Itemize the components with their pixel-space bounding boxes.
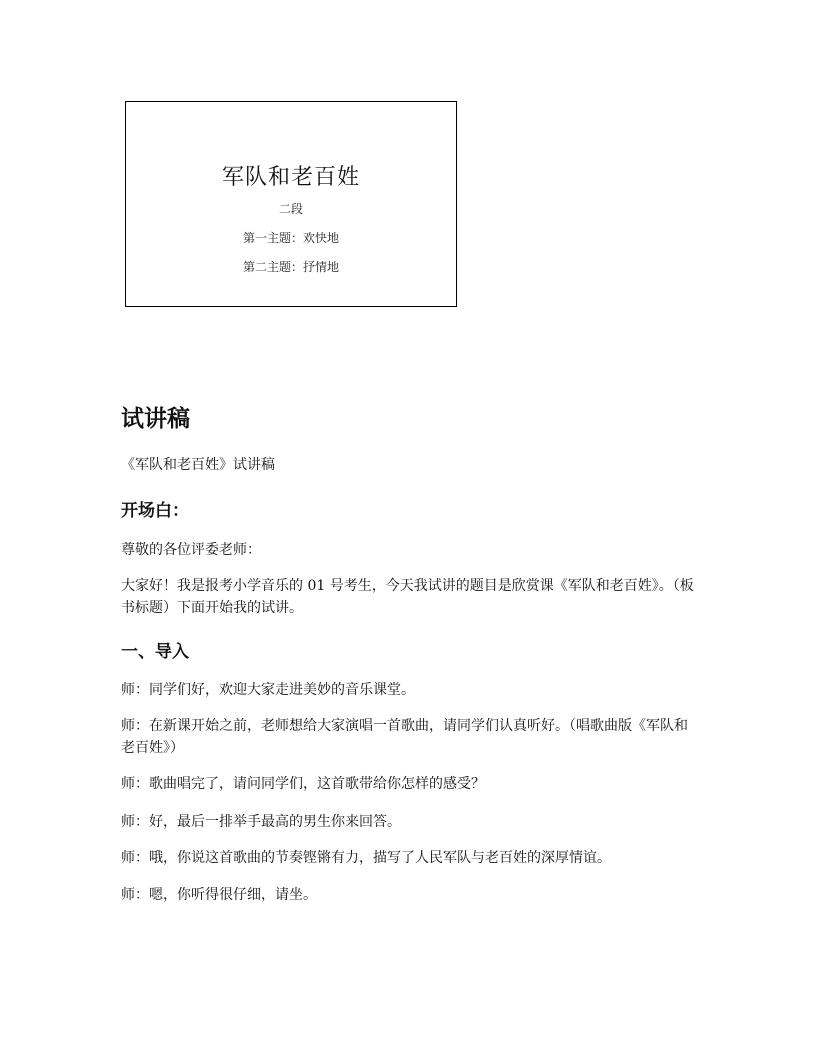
board-title: 军队和老百姓 xyxy=(221,165,360,190)
dialogue-paragraph-3: 师：歌曲唱完了，请问同学们，这首歌带给你怎样的感受？ xyxy=(121,776,485,792)
greeting-paragraph: 尊敬的各位评委老师： xyxy=(121,542,261,558)
section-1-heading: 一、导入 xyxy=(121,642,189,662)
board-theme-2: 第二主题：抒情地 xyxy=(242,260,339,274)
board-form-label: 二段 xyxy=(278,202,303,216)
document-subtitle: 《军队和老百姓》试讲稿 xyxy=(121,457,275,473)
intro-paragraph: 大家好！我是报考小学音乐的 01 号考生，今天我试讲的题目是欣赏课《军队和老百姓》。（板书标题）下面开始我的试讲。 xyxy=(121,578,694,616)
dialogue-paragraph-6: 师：嗯，你听得很仔细，请坐。 xyxy=(121,887,317,903)
dialogue-paragraph-5: 师：哦，你说这首歌曲的节奏铿锵有力，描写了人民军队与老百姓的深厚情谊。 xyxy=(121,850,611,866)
dialogue-paragraph-1: 师：同学们好，欢迎大家走进美妙的音乐课堂。 xyxy=(121,682,415,698)
dialogue-paragraph-2: 师：在新课开始之前，老师想给大家演唱一首歌曲，请同学们认真听好。（唱歌曲版《军队和老百姓》） xyxy=(121,718,688,756)
document-heading: 试讲稿 xyxy=(121,406,190,432)
section-opening-heading: 开场白： xyxy=(121,501,189,521)
dialogue-paragraph-4: 师：好，最后一排举手最高的男生你来回答。 xyxy=(121,814,401,830)
board-theme-1: 第一主题：欢快地 xyxy=(242,231,339,245)
blackboard-design-box xyxy=(125,101,457,307)
